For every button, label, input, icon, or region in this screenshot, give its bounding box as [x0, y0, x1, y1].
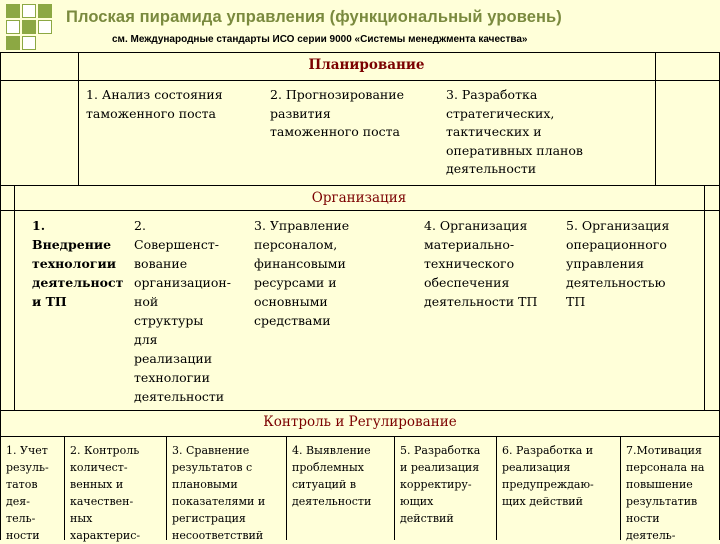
table-divider [0, 410, 720, 411]
organization-item: 5. Организация операционного управления деятельностью ТП [566, 218, 670, 309]
control-item: 3. Сравнение результатов с плановыми показателями и регистрация несоответствий [172, 444, 266, 542]
table-divider [394, 436, 395, 540]
organization-item: 3. Управление персоналом, финансовыми ресурсами и основными средствами [254, 218, 350, 328]
control-item: 5. Разработка и реализация корректиру- ющих действий [400, 444, 481, 525]
table-divider [14, 185, 15, 410]
decor-square-icon [6, 20, 20, 34]
organization-item: 4. Организация материально- технического обеспечения деятельности ТП [424, 218, 538, 309]
decor-square-icon [22, 36, 36, 50]
planning-item: 2. Прогнозирование развития таможенного поста [270, 87, 404, 139]
table-divider [0, 210, 720, 211]
table-divider [166, 436, 167, 540]
planning-item: 3. Разработка стратегических, тактических и оперативных планов деятельности [446, 87, 583, 176]
table-divider [0, 52, 1, 540]
page-subtitle: см. Международные стандарты ИСО серии 9000 «Системы менеджмента качества» [112, 34, 528, 45]
table-divider [0, 436, 720, 437]
table-divider [64, 436, 65, 540]
table-divider [655, 52, 656, 185]
planning-label: Планирование [308, 57, 425, 73]
organization-label: Организация [311, 190, 407, 206]
control-item: 2. Контроль количест- венных и качествен- ных характерис- [70, 444, 141, 542]
planning-item: 1. Анализ состояния таможенного поста [86, 87, 223, 121]
table-divider [496, 436, 497, 540]
decor-square-icon [38, 4, 52, 18]
decor-square-icon [22, 4, 36, 18]
decor-square-icon [6, 4, 20, 18]
page-title: Плоская пирамида управления (функциональный уровень) [66, 8, 562, 26]
decor-square-icon [38, 20, 52, 34]
control-item: 6. Разработка и реализация предупреждаю- щих действий [502, 444, 594, 508]
control-item: 4. Выявление проблемных ситуаций в деятельности [292, 444, 372, 508]
table-divider [0, 52, 720, 53]
control-item: 7.Мотивация персонала на повышение результатив ности деятель- [626, 444, 705, 542]
control-item: 1. Учет резуль- татов дея- тель- ности [6, 444, 49, 542]
organization-item: 2. Совершенст- вование организацион- ной структуры для реализации технологии деятельности [134, 218, 231, 404]
decor-square-icon [6, 36, 20, 50]
slide-header [0, 0, 720, 52]
decor-square-icon [22, 20, 36, 34]
table-divider [620, 436, 621, 540]
control-label: Контроль и Регулирование [263, 414, 457, 430]
table-divider [286, 436, 287, 540]
table-divider [0, 185, 720, 186]
organization-item: 1. Внедрение технологии деятельност и ТП [32, 218, 124, 309]
table-divider [704, 185, 705, 410]
table-divider [0, 80, 720, 81]
